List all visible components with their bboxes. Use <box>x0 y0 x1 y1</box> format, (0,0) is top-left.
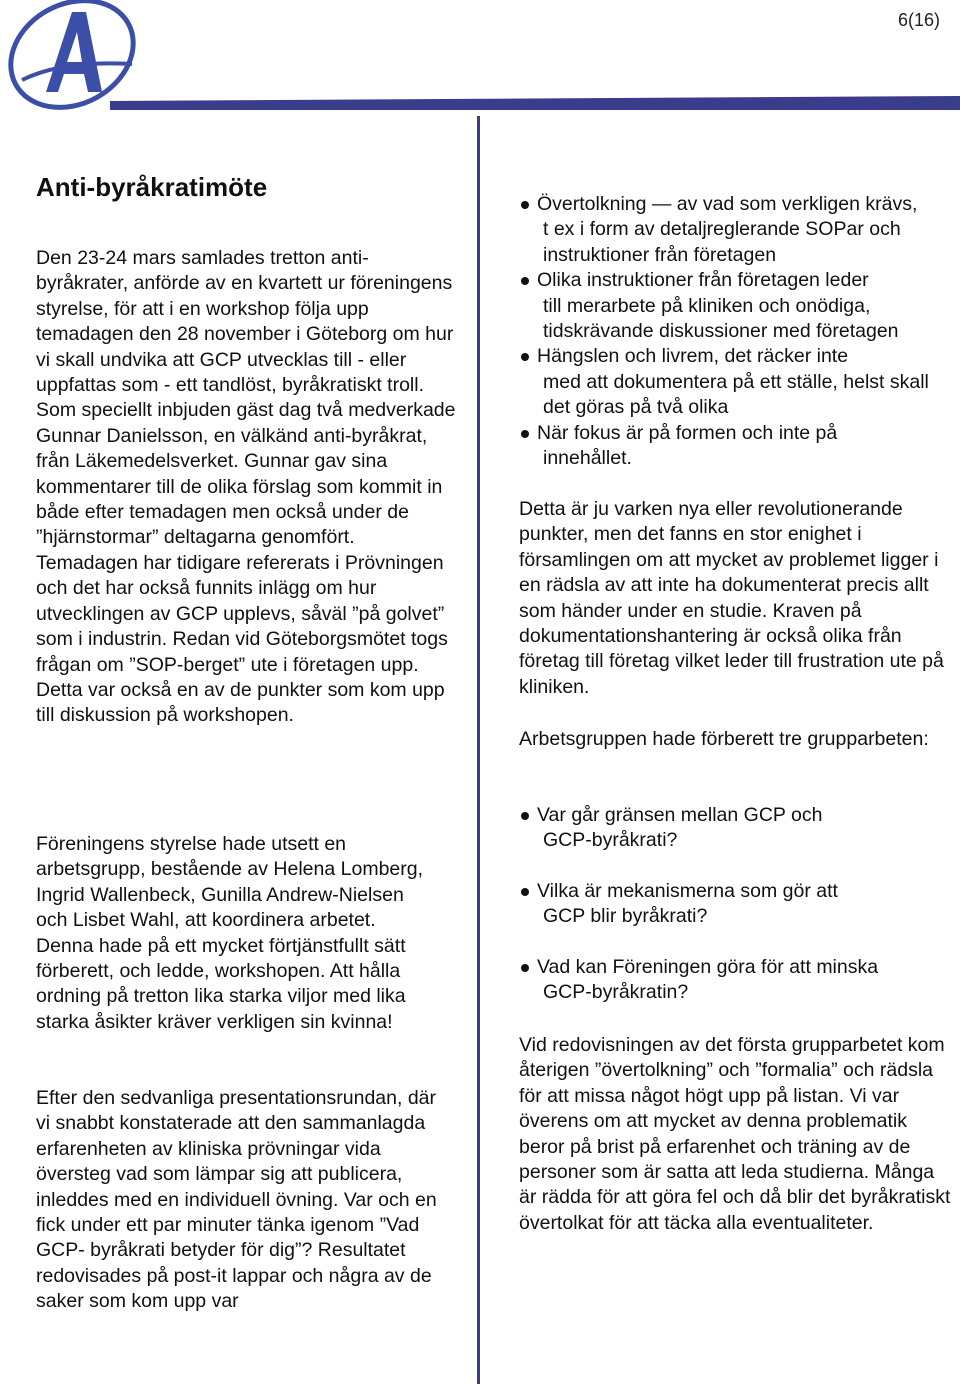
left-paragraph-3: Efter den sedvanliga presentationsrundan, där vi snabbt konstaterade att den sammanlagda erfarenheten av kliniska prövningar vida översteg vad som lämpar sig att publicera, inleddes med en individuell övning. Var och en fick under ett par minuter tänka igenom ”Vad GCP- byråkrati betyder för dig”? Resultatet redovisades på post-it lappar och några av de saker som kom upp var <box>36 1087 437 1313</box>
right-paragraph-2: Arbetsgruppen hade förberett tre grupparbeten: <box>519 728 929 750</box>
column-divider <box>477 116 480 1384</box>
left-paragraph-1: Den 23-24 mars samlades tretton anti- byråkrater, anförde av en kvartett ur föreningens styrelse, för att i en workshop följa upp temadagen den 28 november i Göteborg om hur vi skall undvika att GCP utvecklas till - eller uppfattas som - ett tandlöst, byråkratiskt troll. Som speciellt inbjuden gäst dag två medverkade Gunnar Danielsson, en välkänd anti-byråkrat, från Läkemedelsverket. Gunnar gav sina kommentarer till de olika förslag som kommit in både efter temadagen men också under de ”hjärnstormar” deltagarna genomfört. Temadagen har tidigare refererats i Prövningen och det har också funnits inlägg om hur utvecklingen av GCP upplevs, såväl ”på golvet” som i industrin. Redan vid Göteborgsmötet togs frågan om ”SOP-berget” ute i företagen upp. Detta var också en av de punkter som kom upp till diskussion på workshopen. <box>36 247 456 727</box>
list-item: Hängslen och livrem, det räcker inte med att dokumentera på ett ställe, helst skall det göras på två olika <box>519 344 951 420</box>
list-item: Var går gränsen mellan GCP och GCP-byråkrati? <box>519 803 951 854</box>
group-work-list <box>519 803 951 1005</box>
list-item: Övertolkning — av vad som verkligen krävs, t ex i form av detaljreglerande SOPar och instruktioner från företagen <box>519 192 951 268</box>
article-title: Anti-byråkratimöte <box>36 172 268 202</box>
list-item: Olika instruktioner från företagen leder till merarbete på kliniken och onödiga, tidskrävande diskussioner med företagen <box>519 268 951 344</box>
left-paragraph-2: Föreningens styrelse hade utsett en arbetsgrupp, bestående av Helena Lomberg, Ingrid Wallenbeck, Gunilla Andrew-Nielsen och Lisbet Wahl, att koordinera arbetet. Denna hade på ett mycket förtjänstfullt sätt förberett, och ledde, workshopen. Att hålla ordning på tretton lika starka viljor med lika starka åsikter kräver verkligen sin kvinna! <box>36 833 424 1033</box>
page-number: 6(16) <box>897 10 940 30</box>
right-paragraph-3: Vid redovisningen av det första grupparbetet kom återigen ”övertolkning” och ”formalia” och rädsla för att missa något högt upp på listan. Vi var överens om att mycket av denna problematik beror på brist på erfarenhet och träning av de personer som är satta att leda studierna. Många är rädda för att göra fel och då blir det byråkratiskt övertolkat för att täcka alla eventualiteter. <box>519 1034 951 1234</box>
findings-list <box>519 192 951 471</box>
header-bar <box>110 96 960 110</box>
right-paragraph-1: Detta är ju varken nya eller revolutionerande punkter, men det fanns en stor enighet i församlingen om att mycket av problemet ligger i en rädsla av att inte ha dokumenterat precis allt som händer under en studie. Kraven på dokumentationshantering är också olika från företag till företag vilket leder till frustration ute på kliniken. <box>519 498 944 698</box>
list-item: Vilka är mekanismerna som gör att GCP blir byråkrati? <box>519 879 951 930</box>
list-item: Vad kan Föreningen göra för att minska GCP-byråkratin? <box>519 955 951 1006</box>
list-item: När fokus är på formen och inte på innehållet. <box>519 421 951 472</box>
